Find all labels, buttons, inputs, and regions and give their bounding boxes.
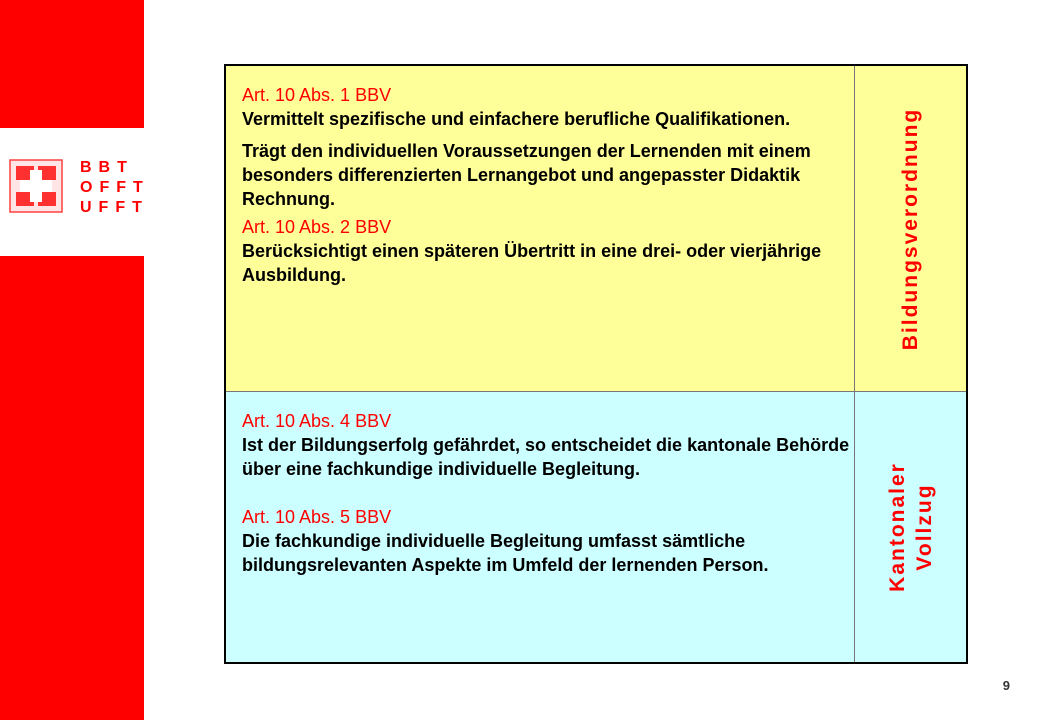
article-text: Vermittelt spezifische und einfachere berufliche Qualifikationen. — [242, 109, 791, 129]
article-ref: Art. 10 Abs. 1 BBV — [242, 85, 392, 105]
article-text: Ist der Bildungserfolg gefährdet, so entscheidet die kantonale Behörde über eine fachkundige individuelle Begleitung. — [242, 435, 850, 479]
logo-text — [80, 158, 150, 218]
row2-text-cell — [226, 392, 855, 662]
article-ref: Art. 10 Abs. 4 BBV — [242, 411, 392, 431]
logo-line-offt: OFFT — [80, 179, 150, 196]
row1-side-cell — [855, 66, 966, 391]
row1-text-cell — [226, 66, 855, 391]
table-row-kantonaler-vollzug — [226, 392, 966, 662]
article-text: Berücksichtigt einen späteren Übertritt in eine drei- oder vierjährige Ausbildung. — [242, 241, 822, 285]
article-text: Trägt den individuellen Voraussetzungen der Lernenden mit einem besonders differenzierten Lernangebot und angepasster Didaktik Rechnung. — [242, 141, 811, 209]
article-ref: Art. 10 Abs. 5 BBV — [242, 507, 392, 527]
side-label-line: Kantonaler — [885, 462, 909, 592]
page-number: 9 — [1002, 678, 1010, 693]
side-label-line: Vollzug — [912, 483, 936, 571]
row2-side-cell — [855, 392, 966, 662]
article-text: Die fachkundige individuelle Begleitung umfasst sämtliche bildungsrelevanten Aspekte im Umfeld der lernenden Person. — [242, 531, 769, 575]
logo-line-ufft: UFFT — [80, 199, 149, 216]
table-row-bildungsverordnung — [226, 66, 966, 392]
sidebar-red-top — [0, 0, 144, 128]
bbt-logo — [8, 158, 148, 222]
sidebar-red-bottom — [0, 256, 144, 720]
side-label-bildungsverordnung: Bildungsverordnung — [898, 107, 922, 350]
logo-line-bbt: BBT — [80, 159, 134, 176]
side-label-kantonaler-vollzug — [884, 462, 938, 592]
swiss-cross-icon — [8, 158, 64, 214]
article-ref: Art. 10 Abs. 2 BBV — [242, 217, 392, 237]
regulation-table — [224, 64, 968, 664]
